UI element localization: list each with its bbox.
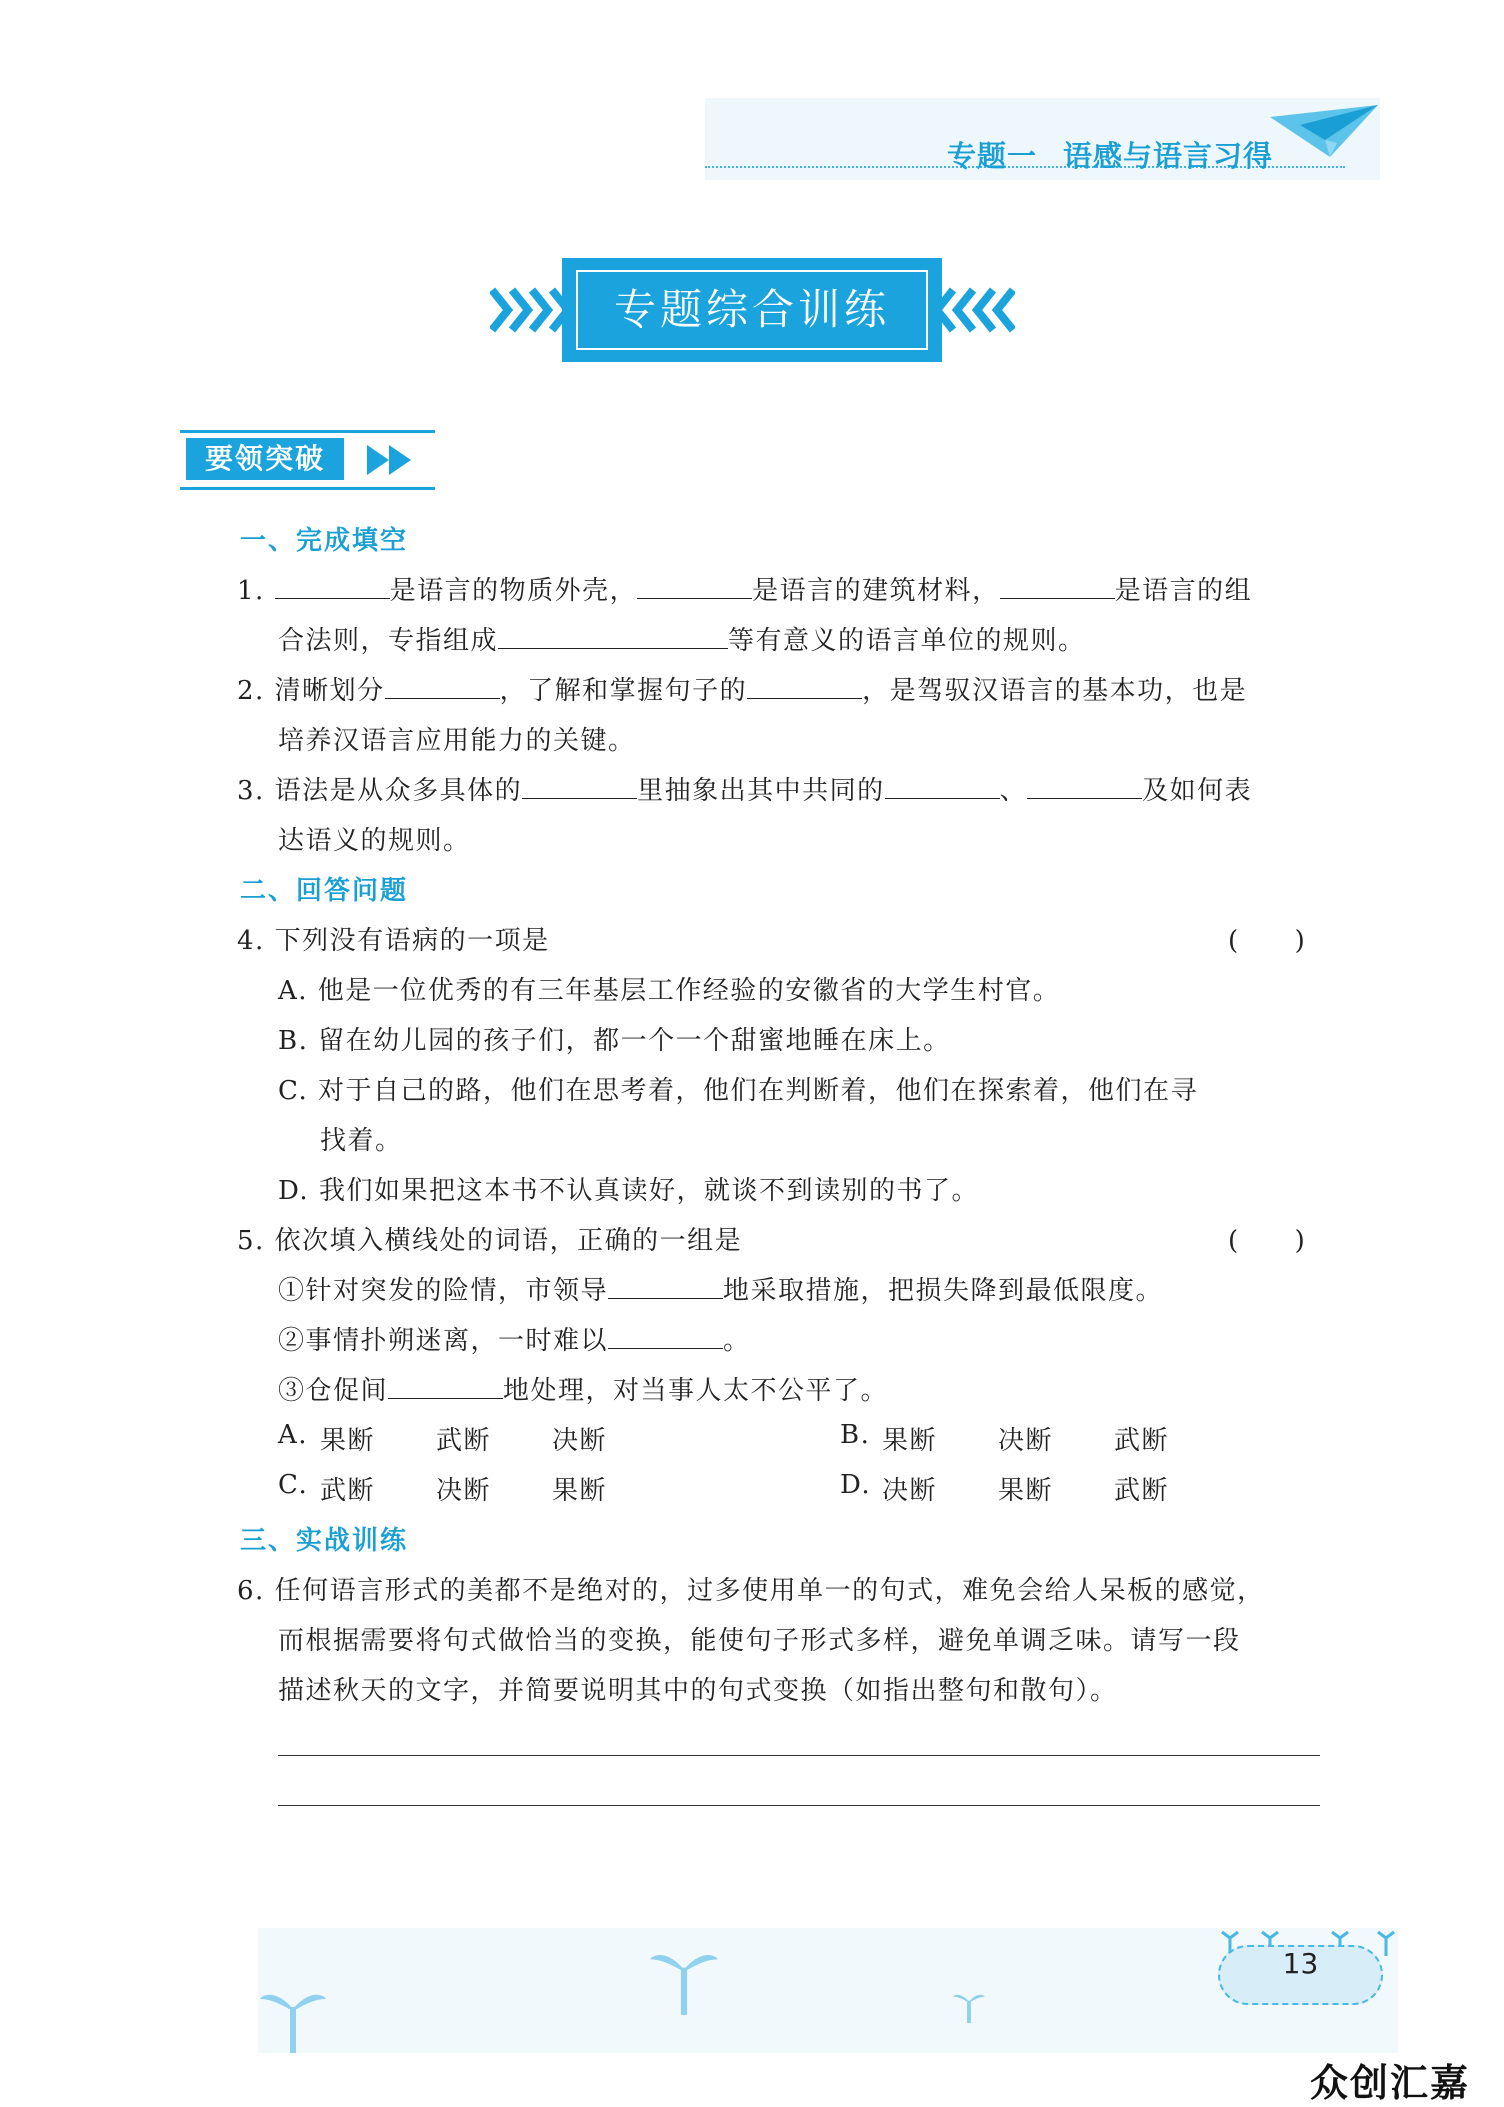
q5-choice-a-word-1: 果断 [320, 1426, 376, 1456]
q5-choice-b-word-2: 决断 [998, 1426, 1054, 1456]
q2-number: 2. [237, 676, 265, 706]
q5-s1-text-b: 地采取措施，把损失降到最低限度。 [723, 1276, 1164, 1306]
q3-text-b: 里抽象出其中共同的 [637, 776, 885, 806]
q5-choice-d-word-3: 武断 [1114, 1476, 1170, 1506]
q3-line2: 达语义的规则。 [278, 826, 471, 856]
q3-number: 3. [237, 776, 265, 806]
q5-choice-a-word-3: 决断 [552, 1426, 608, 1456]
q5-choice-a-letter: A. [278, 1420, 309, 1450]
header-subject: 专题一 [947, 139, 1038, 173]
q3-text-a: 语法是从众多具体的 [274, 776, 523, 806]
q1-text-b: 是语言的建筑材料， [752, 576, 1000, 606]
q5-blank-3 [388, 1374, 503, 1399]
q3-blank-1 [522, 774, 637, 799]
q2-text-a: 清晰划分 [274, 676, 385, 706]
q5-choice-c-word-2: 决断 [436, 1476, 492, 1506]
q1-blank-4 [498, 624, 728, 649]
q1-number: 1. [237, 576, 265, 606]
part2-heading: 二、回答问题 [240, 876, 409, 906]
q3-blank-3 [1027, 774, 1142, 799]
banner-right-chevrons-icon [935, 282, 1015, 338]
q5-s2-text-a: ②事情扑朔迷离，一时难以 [278, 1326, 609, 1356]
banner-title: 专题综合训练 [576, 270, 928, 350]
q6-line-1: 6. 任何语言形式的美都不是绝对的，过多使用单一的句式，难免会给人呆板的感觉， [237, 1576, 1265, 1606]
q4-option-a: A. 他是一位优秀的有三年基层工作经验的安徽省的大学生村官。 [278, 976, 1061, 1006]
q1-blank-2 [637, 574, 752, 599]
q5-choice-a-word-2: 武断 [436, 1426, 492, 1456]
q1-text-d: 合法则，专指组成 [278, 626, 499, 656]
q2-line1 [237, 670, 1247, 707]
q6-line-3: 描述秋天的文字，并简要说明其中的句式变换（如指出整句和散句）。 [278, 1676, 1118, 1706]
answer-line-1 [278, 1755, 1320, 1756]
section-tag-label: 要领突破 [186, 438, 344, 480]
q4-answer-paren: ( ) [1228, 926, 1307, 956]
q5-s2-text-b: 。 [723, 1326, 751, 1356]
q4-option-c-cont: 找着。 [320, 1126, 403, 1156]
q1-blank-1 [275, 574, 390, 599]
page-number: 13 [1218, 1945, 1383, 2005]
fast-forward-icon [365, 443, 415, 477]
q1-line1 [237, 570, 1252, 607]
q5-blank-2 [608, 1324, 723, 1349]
q4-option-d: D. 我们如果把这本书不认真读好，就谈不到读别的书了。 [278, 1176, 979, 1206]
q5-answer-paren: ( ) [1228, 1226, 1307, 1256]
q5-blank-1 [608, 1274, 723, 1299]
q4-option-c: C. 对于自己的路，他们在思考着，他们在判断着，他们在探索着，他们在寻 [278, 1076, 1198, 1106]
header-title: 语感与语言习得 [1063, 139, 1274, 173]
q1-text-a: 是语言的物质外壳， [389, 576, 638, 606]
q2-line2: 培养汉语言应用能力的关键。 [278, 726, 636, 756]
q3-blank-2 [885, 774, 1000, 799]
q2-blank-2 [747, 674, 862, 699]
q5-stem: 5. 依次填入横线处的词语，正确的一组是 [237, 1226, 743, 1256]
q5-choice-d-word-1: 决断 [882, 1476, 938, 1506]
q4-stem: 4. 下列没有语病的一项是 [237, 926, 550, 956]
q5-choice-b-word-1: 果断 [882, 1426, 938, 1456]
q5-s1-text-a: ①针对突发的险情，市领导 [278, 1276, 609, 1306]
q5-sentence-1 [278, 1270, 1163, 1307]
part1-heading: 一、完成填空 [240, 526, 409, 556]
answer-line-2 [278, 1805, 1320, 1806]
q5-choice-b-word-3: 武断 [1114, 1426, 1170, 1456]
q5-choice-d-word-2: 果断 [998, 1476, 1054, 1506]
q5-s3-text-a: ③仓促间 [278, 1376, 389, 1406]
q4-option-b: B. 留在幼儿园的孩子们，都一个一个甜蜜地睡在床上。 [278, 1026, 951, 1056]
q1-text-e: 等有意义的语言单位的规则。 [728, 626, 1086, 656]
q3-line1 [237, 770, 1252, 807]
q2-blank-1 [385, 674, 500, 699]
q3-text-d: 及如何表 [1142, 776, 1253, 806]
q2-text-c: ，是驾驭汉语言的基本功，也是 [862, 676, 1248, 706]
q2-text-b: ，了解和掌握句子的 [499, 676, 748, 706]
q5-choice-c-word-1: 武断 [320, 1476, 376, 1506]
q1-line2 [278, 620, 1086, 657]
q3-text-c: 、 [999, 776, 1028, 806]
sprout-icon [258, 1985, 328, 2055]
q1-text-c: 是语言的组 [1114, 576, 1253, 606]
q5-choice-b-letter: B. [840, 1420, 871, 1450]
q5-choice-c-word-3: 果断 [552, 1476, 608, 1506]
sprout-icon [952, 1990, 986, 2024]
q5-sentence-2 [278, 1320, 751, 1357]
q5-s3-text-b: 地处理，对当事人太不公平了。 [503, 1376, 889, 1406]
paper-plane-icon [1270, 95, 1380, 165]
part3-heading: 三、实战训练 [240, 1526, 409, 1556]
q1-blank-3 [1000, 574, 1115, 599]
q5-choice-c-letter: C. [278, 1470, 309, 1500]
sprout-icon [648, 1945, 720, 2017]
q5-choice-d-letter: D. [840, 1470, 872, 1500]
q6-line-2: 而根据需要将句式做恰当的变换，能使句子形式多样，避免单调乏味。请写一段 [278, 1626, 1241, 1656]
q5-sentence-3 [278, 1370, 888, 1407]
banner-left-chevrons-icon [490, 282, 570, 338]
watermark-logo: 众创汇嘉 [1310, 2061, 1471, 2105]
